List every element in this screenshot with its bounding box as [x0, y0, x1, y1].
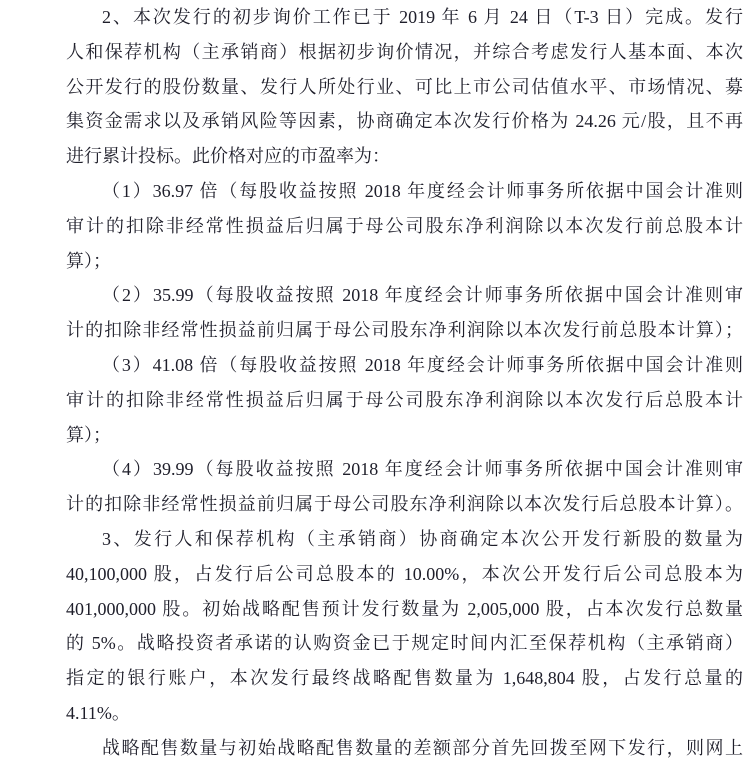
text-line: 的 5%。战略投资者承诺的认购资金已于规定时间内汇至保荐机构（主承销商）: [66, 633, 743, 654]
text-line: 4.11%。: [66, 702, 130, 723]
text-line: 审计的扣除非经常性损益后归属于母公司股东净利润除以本次发行后总股本计: [66, 389, 743, 410]
text-line: 40,100,000 股，占发行后公司总股本的 10.00%，本次公开发行后公司总股本为: [66, 563, 743, 584]
text-line: 指定的银行账户，本次发行最终战略配售数量为 1,648,804 股，占发行总量的: [66, 668, 743, 689]
text-line: 算）；: [66, 250, 111, 271]
text-line: 401,000,000 股。初始战略配售预计发行数量为 2,005,000 股，占本次发行总数量: [66, 598, 743, 619]
text-line: 3、发行人和保荐机构（主承销商）协商确定本次公开发行新股的数量为: [102, 528, 743, 549]
text-line: 集资金需求以及承销风险等因素，协商确定本次发行价格为 24.26 元/股，且不再: [66, 111, 743, 132]
text-line: 2、本次发行的初步询价工作已于 2019 年 6 月 24 日（T-3 日）完成。发行: [102, 7, 743, 27]
text-line: 计的扣除非经常性损益前归属于母公司股东净利润除以本次发行后总股本计算）。: [66, 494, 743, 515]
text-line: 审计的扣除非经常性损益后归属于母公司股东净利润除以本次发行前总股本计: [66, 215, 743, 236]
text-line: （3）41.08 倍（每股收益按照 2018 年度经会计师事务所依据中国会计准则: [102, 354, 743, 375]
paragraph: [66, 522, 743, 731]
text-line: （1）36.97 倍（每股收益按照 2018 年度经会计师事务所依据中国会计准则: [102, 180, 743, 201]
text-line: 公开发行的股份数量、发行人所处行业、可比上市公司估值水平、市场情况、募: [66, 76, 743, 97]
text-line: （4）39.99（每股收益按照 2018 年度经会计师事务所依据中国会计准则审: [102, 459, 743, 480]
paragraph: [66, 348, 743, 452]
text-line: （2）35.99（每股收益按照 2018 年度经会计师事务所依据中国会计准则审: [102, 285, 743, 306]
paragraph: [66, 278, 743, 348]
text-line: 计的扣除非经常性损益前归属于母公司股东净利润除以本次发行前总股本计算）；: [66, 320, 743, 341]
paragraph: [66, 731, 743, 766]
text-line: 战略配售数量与初始战略配售数量的差额部分首先回拨至网下发行，则网上: [102, 737, 743, 758]
text-line: 算）；: [66, 424, 111, 445]
paragraph: [66, 452, 743, 522]
paragraph: [66, 0, 743, 174]
text-line: 进行累计投标。此价格对应的市盈率为：: [66, 146, 390, 167]
paragraph: [66, 174, 743, 278]
text-line: 人和保荐机构（主承销商）根据初步询价情况，并综合考虑发行人基本面、本次: [66, 41, 743, 62]
